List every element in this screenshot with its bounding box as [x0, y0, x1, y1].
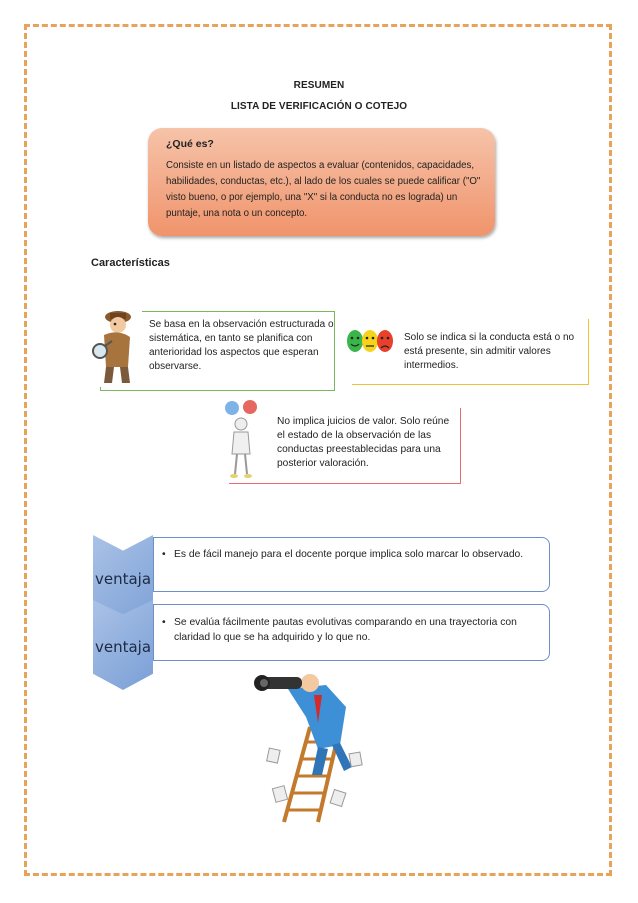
bullet-icon: • — [162, 617, 166, 628]
thinking-figure-icon — [219, 398, 269, 482]
advantage-text: Es de fácil manejo para el docente porque implica solo marcar lo observado. — [174, 549, 524, 560]
page-subtitle: LISTA DE VERIFICACIÓN O COTEJO — [230, 101, 408, 112]
page-title: RESUMEN — [293, 80, 345, 91]
definition-text: Consiste en un listado de aspectos a evaluar (contenidos, capacidades, habilidades, conductas, etc.), al lado de los cuales se puede calificar ("O" visto bueno, o por ejemplo, una "X" si la conducta no es lograda) un puntaje, una nota o un concepto. — [166, 160, 481, 219]
characteristic-text: Se basa en la observación estructurada o sistemática, en tanto se planifica con anterioridad los aspectos que esperan observarse. — [149, 319, 334, 372]
definition-box — [148, 128, 495, 236]
advantage-text: Se evalúa fácilmente pautas evolutivas comparando en una trayectoria con claridad lo que se ha adquirido y lo que no. — [174, 617, 517, 643]
characteristic-text: No implica juicios de valor. Solo reúne el estado de la observación de las conductas preestablecidas para una posterior valoración. — [277, 416, 450, 469]
definition-title: ¿Qué es? — [166, 138, 214, 150]
characteristic-text: Solo se indica si la conducta está o no está presente, sin admitir valores intermedios. — [404, 332, 575, 371]
advantage-label: ventaja — [94, 638, 152, 656]
bullet-icon: • — [162, 549, 166, 560]
detective-icon — [90, 305, 142, 387]
faces-icon — [343, 313, 395, 383]
advantage-box — [153, 537, 550, 592]
ladder-binoculars-illustration — [248, 667, 386, 824]
advantage-box — [153, 604, 550, 661]
characteristics-heading: Características — [91, 257, 170, 269]
advantage-label: ventaja — [94, 570, 152, 588]
